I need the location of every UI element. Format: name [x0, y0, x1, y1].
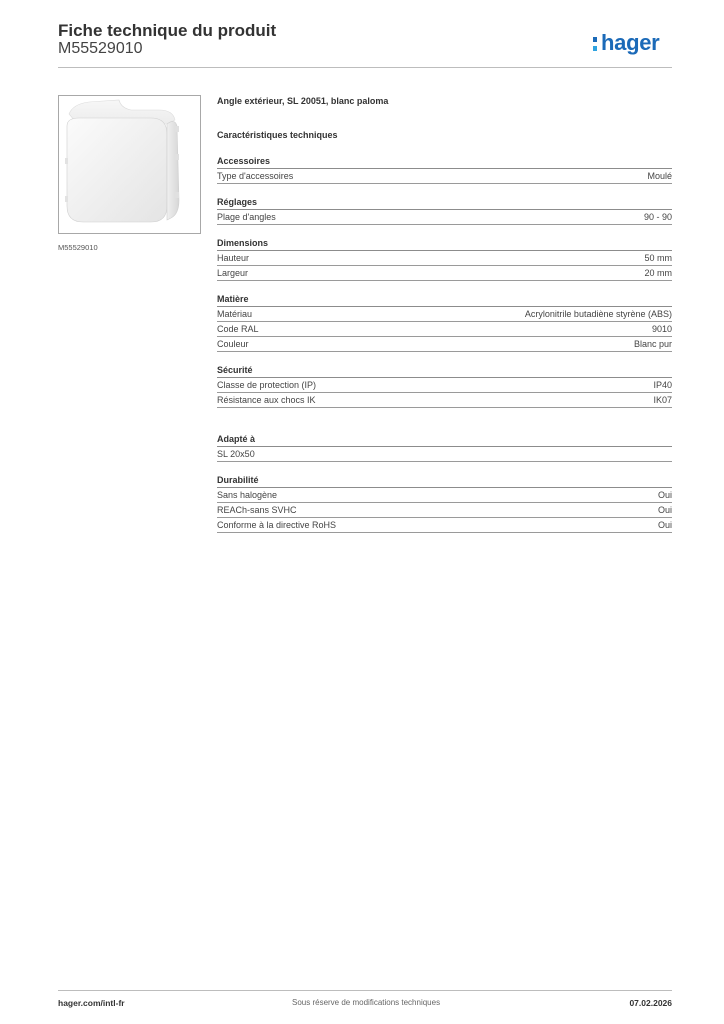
spec-value: IP40	[653, 380, 672, 390]
footer-divider	[58, 990, 672, 991]
section-heading: Réglages	[217, 196, 672, 210]
product-image-frame	[58, 95, 201, 234]
spec-label: Hauteur	[217, 253, 250, 263]
spec-value: Moulé	[647, 171, 672, 181]
footer-website-link[interactable]: hager.com/intl-fr	[58, 998, 125, 1008]
spec-row	[217, 488, 672, 503]
spec-row	[217, 518, 672, 533]
section-matiere	[217, 293, 672, 352]
section-heading: Accessoires	[217, 155, 672, 169]
spec-value: Oui	[657, 505, 672, 515]
spec-value: 90 - 90	[643, 212, 672, 222]
spec-value: Oui	[657, 520, 672, 530]
specs-heading: Caractéristiques techniques	[217, 130, 338, 140]
section-heading: Matière	[217, 293, 672, 307]
spec-row	[217, 393, 672, 408]
logo-mark-icon	[593, 35, 599, 53]
product-photo-icon	[59, 96, 200, 233]
logo-text: hager	[601, 30, 660, 55]
hager-logo	[593, 30, 659, 56]
spec-content	[217, 95, 672, 533]
spec-value: IK07	[653, 395, 672, 405]
spec-row	[217, 337, 672, 352]
section-adapte	[217, 433, 672, 462]
spec-value: 9010	[651, 324, 672, 334]
spec-value: 20 mm	[644, 268, 672, 278]
product-reference: M55529010	[58, 40, 143, 57]
spec-value: Oui	[657, 490, 672, 500]
section-heading: Durabilité	[217, 474, 672, 488]
spec-row	[217, 251, 672, 266]
spec-value: 50 mm	[644, 253, 672, 263]
spec-row	[217, 266, 672, 281]
section-securite	[217, 364, 672, 408]
section-durabilite	[217, 474, 672, 533]
section-heading: Adapté à	[217, 433, 672, 447]
spec-label: Matériau	[217, 309, 253, 319]
page-title: Fiche technique du produit	[58, 21, 277, 40]
spec-row	[217, 307, 672, 322]
section-heading: Dimensions	[217, 237, 672, 251]
spec-label: Résistance aux chocs IK	[217, 395, 316, 405]
image-caption: M55529010	[58, 243, 98, 252]
section-heading: Sécurité	[217, 364, 672, 378]
spec-label: Couleur	[217, 339, 249, 349]
spec-label: Plage d'angles	[217, 212, 276, 222]
footer-disclaimer: Sous réserve de modifications techniques	[292, 998, 441, 1007]
footer-date: 07.02.2026	[629, 998, 672, 1008]
spec-label: Sans halogène	[217, 490, 278, 500]
header-divider	[58, 67, 672, 68]
section-dimensions	[217, 237, 672, 281]
spec-value: Acrylonitrile butadiène styrène (ABS)	[524, 309, 672, 319]
product-title: Angle extérieur, SL 20051, blanc paloma	[217, 96, 389, 106]
spec-label: Largeur	[217, 268, 249, 278]
spec-label: Type d'accessoires	[217, 171, 294, 181]
spec-row	[217, 447, 672, 462]
section-reglages	[217, 196, 672, 225]
spec-row	[217, 503, 672, 518]
spec-label: SL 20x50	[217, 449, 255, 459]
spec-label: Code RAL	[217, 324, 259, 334]
section-accessoires	[217, 155, 672, 184]
spec-row	[217, 210, 672, 225]
spec-row	[217, 169, 672, 184]
spec-value: Blanc pur	[633, 339, 672, 349]
spec-label: Conforme à la directive RoHS	[217, 520, 337, 530]
spec-label: REACh-sans SVHC	[217, 505, 297, 515]
spec-row	[217, 322, 672, 337]
spec-label: Classe de protection (IP)	[217, 380, 317, 390]
spec-row	[217, 378, 672, 393]
